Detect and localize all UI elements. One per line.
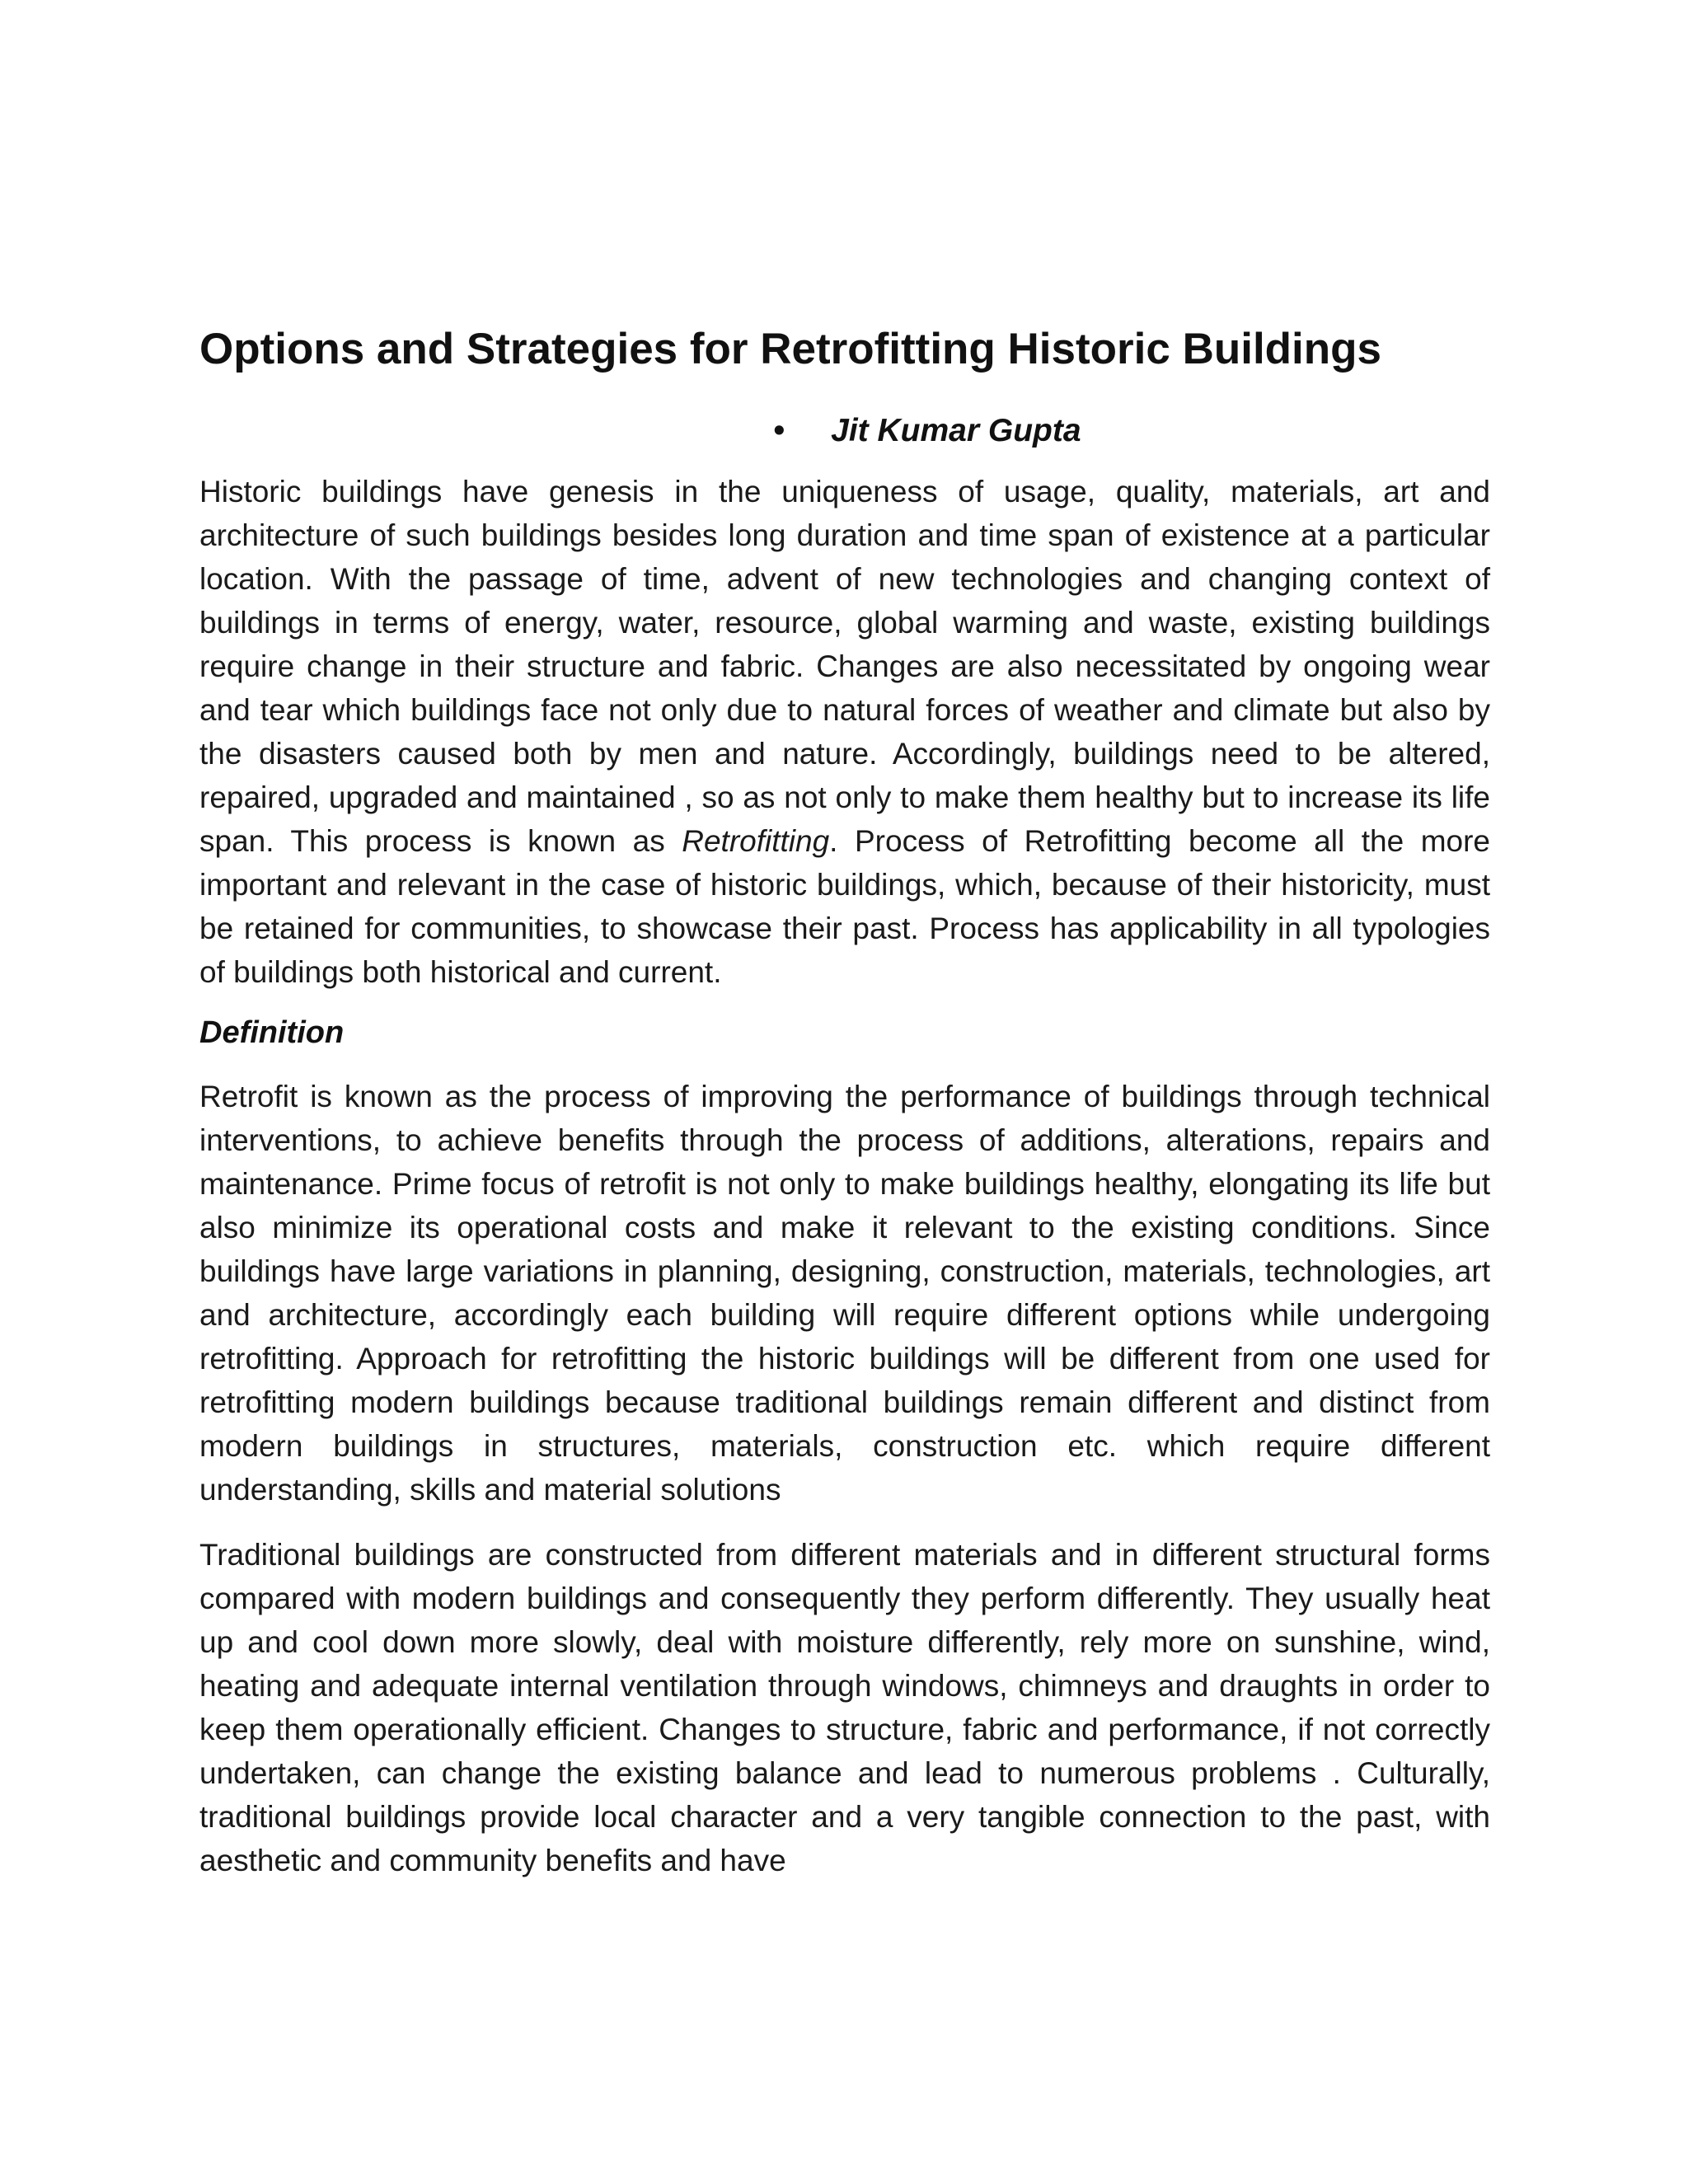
document-title: Options and Strategies for Retrofitting Historic Buildings	[199, 325, 1382, 373]
author-name: Jit Kumar Gupta	[831, 413, 1081, 448]
document-body	[199, 316, 1490, 1882]
definition-heading: Definition	[199, 1015, 345, 1050]
definition-paragraph: Retrofit is known as the process of improving the performance of buildings through technical interventions, to achieve benefits through the process of additions, alterations, repairs and maintenance. Prime focus of retrofit is not only to make buildings healthy, elongating its life but also minimize its operational costs and make it relevant to the existing conditions. Since buildings have large variations in planning, designing, construction, materials, technologies, art and architecture, accordingly each building will require different options while undergoing retrofitting. Approach for retrofitting the historic buildings will be different from one used for retrofitting modern buildings because traditional buildings remain different and distinct from modern buildings in structures, materials, construction etc. which require different understanding, skills and material solutions	[199, 1080, 1490, 1507]
retrofitting-term: Retrofitting	[682, 824, 830, 858]
author-line	[199, 410, 1490, 452]
intro-paragraph	[199, 470, 1490, 994]
intro-text-end: . Process of Retrofitting become all the more important and relevant in the case of historic buildings, which, because of their historicity, must be retained for communities, to showcase their past. Process has applicability in all typologies of buildings both historical and current.	[199, 824, 1490, 989]
intro-text-start: Historic buildings have genesis in the uniqueness of usage, quality, materials, art and architecture of such buildings besides long duration and time span of existence at a particular location. With the passage of time, advent of new technologies and changing context of buildings in terms of energy, water, resource, global warming and waste, existing buildings require change in their structure and fabric. Changes are also necessitated by ongoing wear and tear which buildings face not only due to natural forces of weather and climate but also by the disasters caused both by men and nature. Accordingly, buildings need to be altered, repaired, upgraded and maintained , so as not only to make them healthy but to increase its life span. This process is known as	[199, 475, 1490, 858]
bullet-icon: •	[773, 413, 785, 448]
traditional-buildings-paragraph: Traditional buildings are constructed from different materials and in different structural forms compared with modern buildings and consequently they perform differently. They usually heat up and cool down more slowly, deal with moisture differently, rely more on sunshine, wind, heating and adequate internal ventilation through windows, chimneys and draughts in order to keep them operationally efficient. Changes to structure, fabric and performance, if not correctly undertaken, can change the existing balance and lead to numerous problems . Culturally, traditional buildings provide local character and a very tangible connection to the past, with aesthetic and community benefits and have	[199, 1538, 1490, 1877]
